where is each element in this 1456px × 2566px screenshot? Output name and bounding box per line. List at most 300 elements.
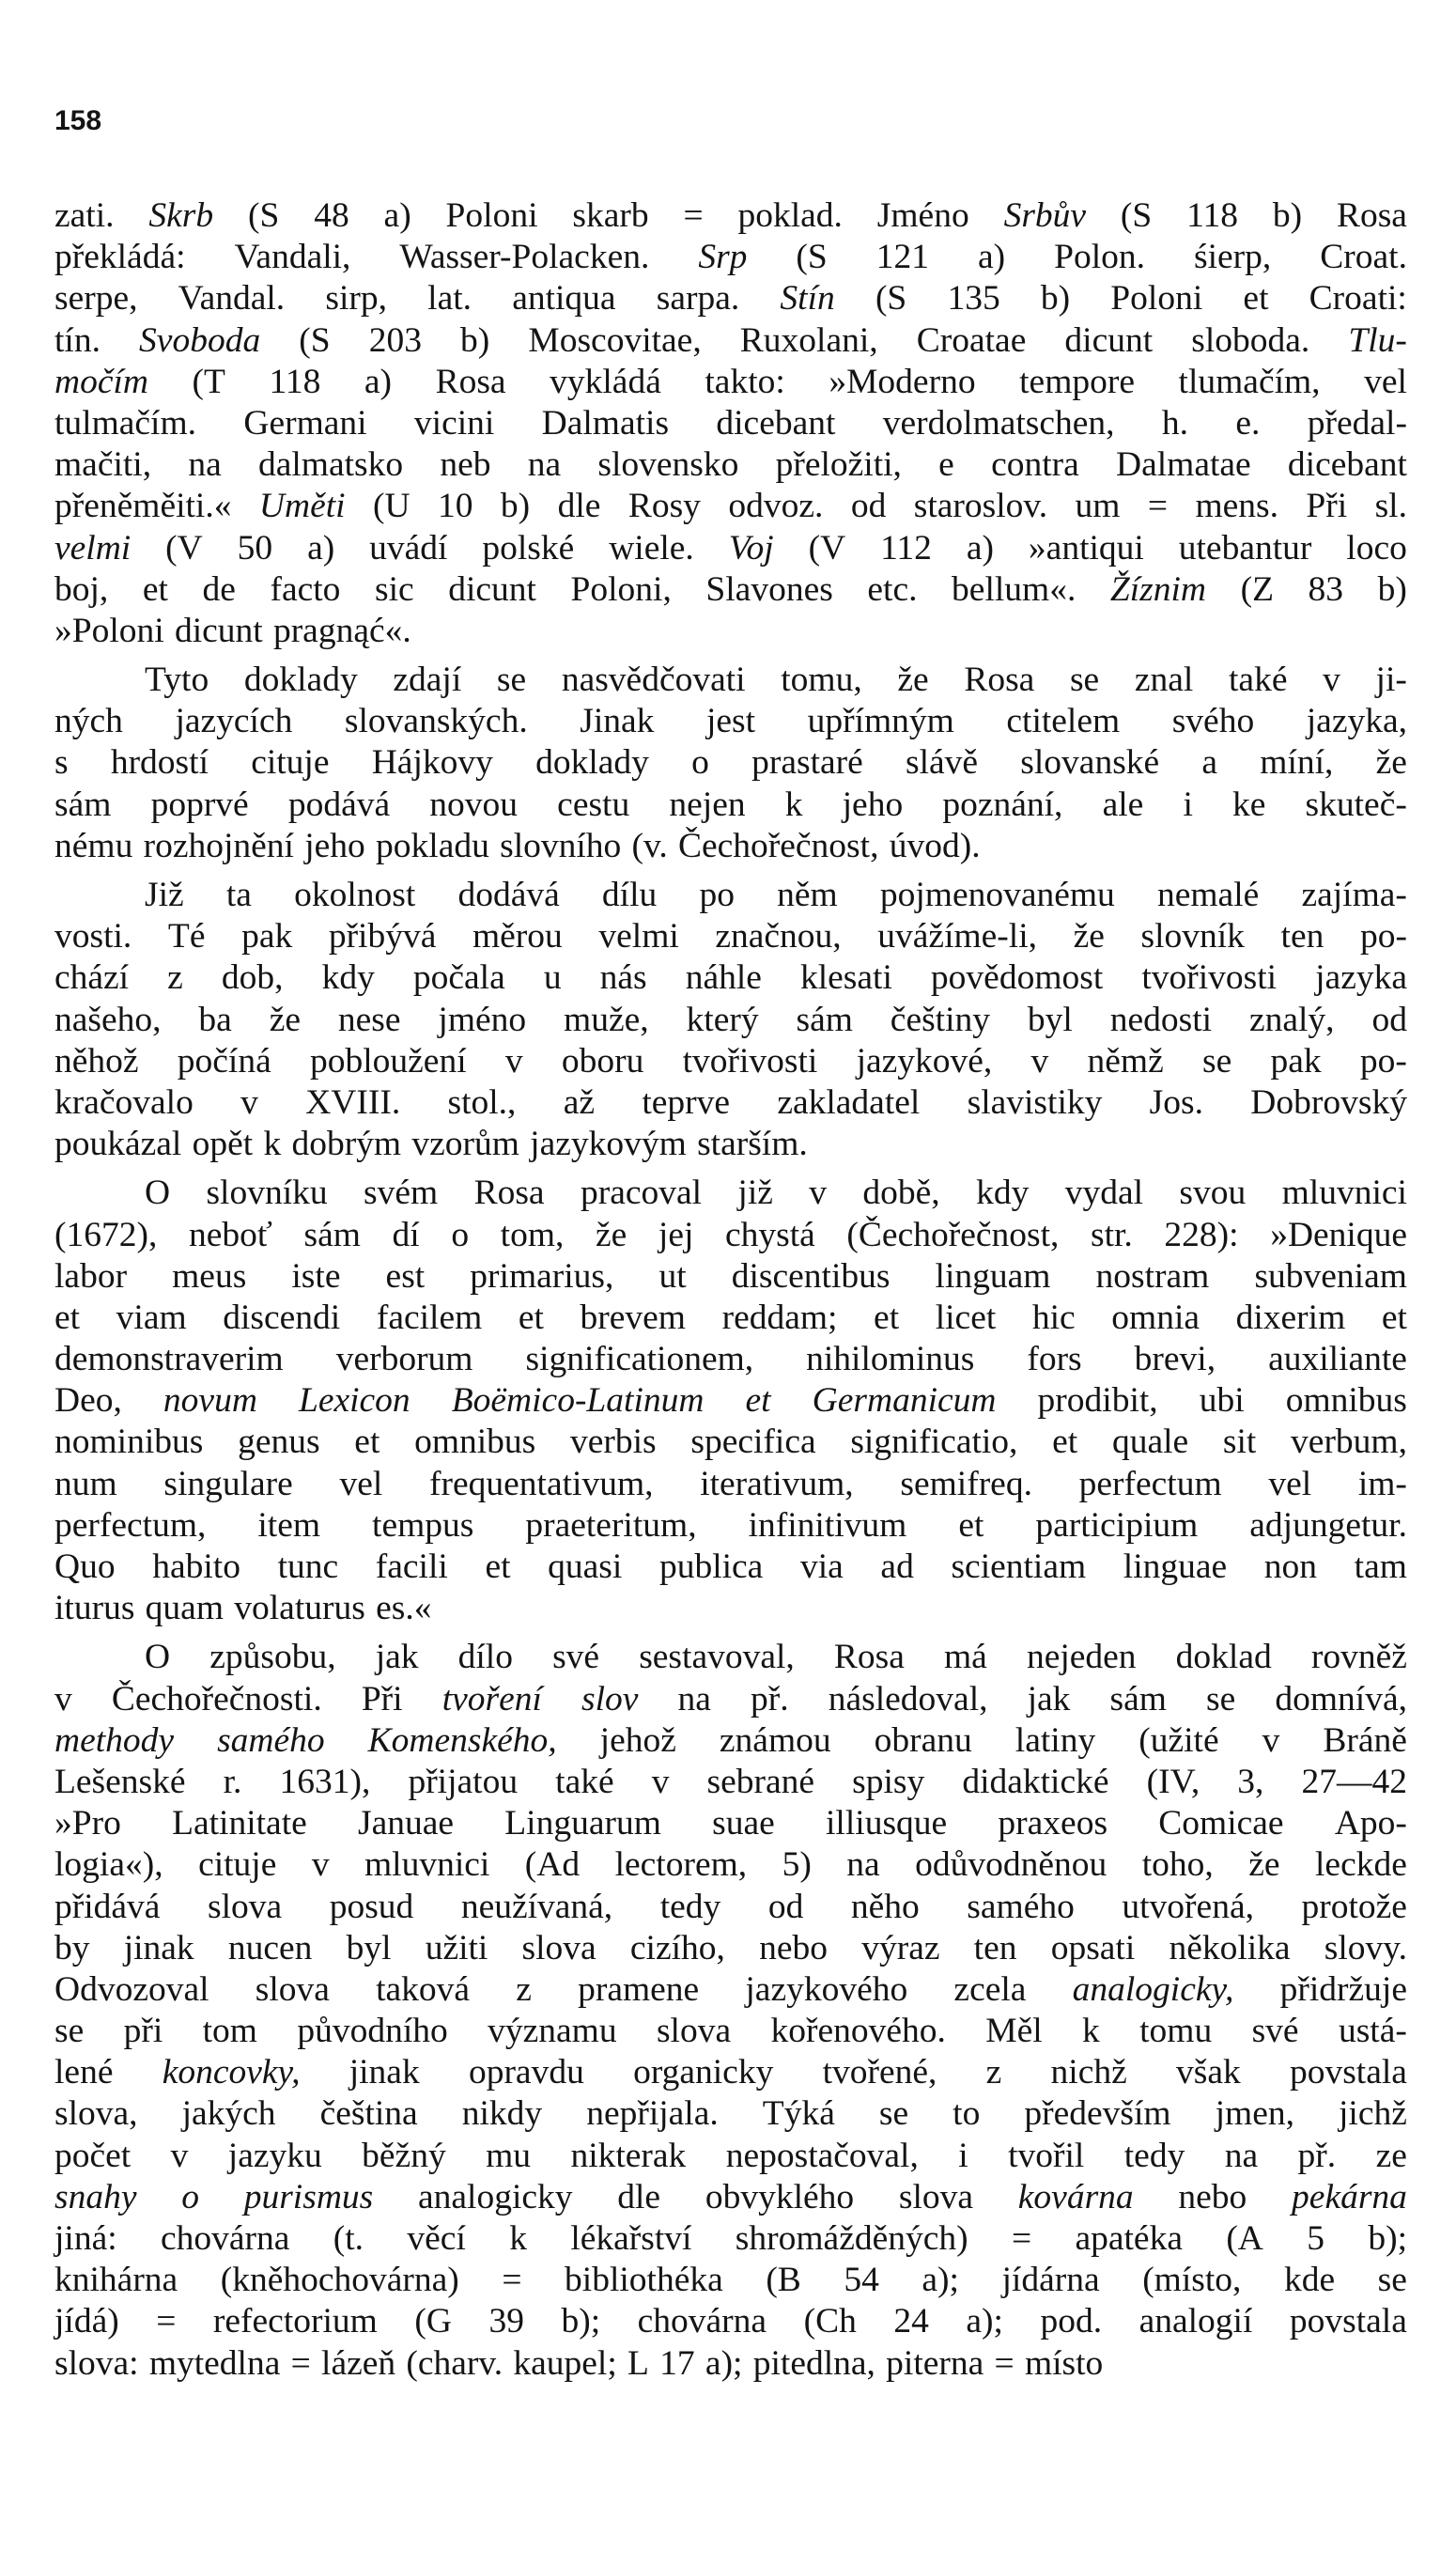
word: perfectum (1078, 1464, 1222, 1503)
word: Wasser-Polacken. (399, 238, 650, 277)
word: tempore (1019, 362, 1135, 401)
word: povědomost (930, 958, 1104, 998)
word: slovanské (1020, 743, 1160, 783)
word: slova (521, 1928, 596, 1967)
word: na (527, 445, 562, 485)
word: b) (460, 320, 490, 360)
word: licet (935, 1298, 997, 1337)
word: b) (500, 487, 531, 526)
word: mluvnici (364, 1845, 490, 1885)
word: Rosa (964, 661, 1035, 700)
word: Comicae (1158, 1804, 1284, 1843)
word: (V (808, 528, 846, 568)
word: novou (429, 785, 519, 824)
word: adjungetur. (1249, 1505, 1407, 1545)
word: od (1371, 1000, 1407, 1039)
word: significationem, (525, 1340, 754, 1379)
word: tam (1354, 1547, 1407, 1586)
word: boj, (54, 569, 109, 609)
italic-term: Voj (728, 528, 774, 568)
word: dalmatsko (257, 445, 404, 485)
text-line (54, 1720, 1407, 1762)
word: O (145, 1638, 171, 1677)
word: u (543, 958, 562, 998)
word: nikterak (570, 2136, 687, 2175)
word: nasvědčovati (561, 661, 746, 700)
word: ubi (1199, 1381, 1245, 1421)
word: dílu (601, 876, 658, 914)
word: piterna (886, 2343, 984, 2383)
word: 10 (437, 487, 473, 526)
word: znalý, (1248, 1000, 1335, 1039)
word: etc. (867, 569, 918, 609)
word: slovník (1140, 917, 1245, 956)
word: mačiti, (54, 445, 152, 485)
word: něhož (54, 1041, 139, 1081)
text-line (54, 611, 1407, 652)
word: 3, (1237, 1762, 1264, 1801)
word: tomu (1139, 2012, 1213, 2051)
word: opsati (1050, 1928, 1136, 1967)
word: tempus (372, 1505, 474, 1545)
word: doklad (1175, 1638, 1272, 1677)
italic-term: Stín (780, 279, 835, 319)
word: dí (392, 1215, 420, 1254)
word: překládá: (54, 238, 186, 277)
word: 39 (488, 2302, 524, 2341)
word: odůvodněnou (915, 1845, 1107, 1885)
word: své (552, 1638, 600, 1677)
word: teprve (642, 1082, 731, 1122)
word: tín. (54, 320, 101, 360)
text-line (54, 1505, 1407, 1547)
word: o (691, 743, 709, 783)
word: et (1243, 279, 1269, 319)
word: volaturus (234, 1589, 365, 1628)
text-line (54, 2177, 1407, 2218)
italic-term: snahy (54, 2177, 137, 2216)
word: 17 (659, 2343, 695, 2383)
word: se (1201, 1041, 1232, 1081)
word: dodává (457, 876, 560, 914)
word: mens. (1195, 487, 1278, 526)
word: následoval, (828, 1679, 988, 1718)
text-line (54, 1464, 1407, 1505)
word: 5 (1307, 2219, 1324, 2258)
word: počet (54, 2136, 132, 2175)
word: 24 (893, 2302, 929, 2341)
word: při (123, 2012, 163, 2051)
text-line (54, 1298, 1407, 1339)
text-line (54, 1844, 1407, 1886)
word: své (1251, 2012, 1299, 2051)
italic-term: purismus (243, 2177, 374, 2216)
word: sám (303, 1215, 361, 1254)
word: semifreq. (900, 1464, 1032, 1503)
word: se (1377, 2261, 1407, 2300)
word: Té (167, 917, 206, 956)
word: verbum, (1291, 1423, 1407, 1462)
text-line (54, 1969, 1407, 2011)
word: (S (1120, 196, 1153, 235)
word: který (686, 1000, 759, 1039)
word: skuteč- (1305, 785, 1407, 824)
word: infinitivum (748, 1505, 907, 1545)
word: to (953, 2094, 981, 2134)
word: neužívaná, (460, 1887, 613, 1926)
word: (A (1226, 2219, 1263, 2258)
word: jiná: (54, 2219, 117, 2258)
text-line (54, 403, 1407, 444)
word: es.« (376, 1589, 432, 1628)
word: utvořená, (1122, 1887, 1254, 1926)
word: 118 (269, 362, 321, 401)
word: se (54, 2012, 85, 2051)
text-line (54, 278, 1407, 319)
word: 27—42 (1301, 1762, 1407, 1801)
word: jídárna (1001, 2261, 1100, 2300)
word: et (958, 1505, 984, 1545)
word: nás (599, 958, 647, 998)
word: užiti (425, 1928, 488, 1967)
word: non (1263, 1547, 1318, 1586)
word: Ruxolani, (739, 320, 878, 360)
word: a) (364, 362, 393, 401)
word: 118 (1186, 196, 1238, 235)
word: (S (875, 279, 907, 319)
word: spisy (852, 1762, 925, 1801)
word: Jos. (1149, 1082, 1203, 1122)
word: dicunt (174, 611, 263, 650)
word: kde (1283, 2261, 1336, 2300)
text-line (54, 2218, 1407, 2260)
word: ba (198, 1000, 232, 1039)
italic-term: Lexicon (298, 1381, 410, 1421)
word: Poloni (445, 196, 538, 235)
word: brevem (580, 1298, 686, 1337)
word: nému (54, 826, 133, 865)
word: opravdu (468, 2053, 584, 2092)
word: slovníku (206, 1174, 328, 1213)
word: singulare (163, 1464, 293, 1503)
word: subveniam (1254, 1256, 1407, 1296)
word: sebrané (706, 1762, 815, 1801)
word: et (54, 1298, 81, 1337)
word: v (54, 1679, 72, 1718)
word: linguam (935, 1256, 1051, 1296)
text-line (54, 1679, 1407, 1720)
word: (U (372, 487, 410, 526)
word: et (1052, 1423, 1078, 1462)
italic-term: tvoření (441, 1679, 542, 1718)
word: opět (192, 1125, 254, 1164)
text-line (54, 2093, 1407, 2135)
word: et (485, 1547, 511, 1586)
word: jakých (181, 2094, 276, 2134)
word: němž (1087, 1041, 1164, 1081)
word: 203 (368, 320, 422, 360)
word: perfectum, (54, 1505, 207, 1545)
word: výraz (861, 1928, 940, 1967)
word: na (677, 1679, 711, 1718)
word: češtiny (890, 1000, 991, 1039)
word: dicunt (1064, 320, 1154, 360)
word: facili (375, 1547, 448, 1586)
word: na (1224, 2136, 1259, 2175)
word: 83 (1308, 569, 1344, 609)
word: 112 (880, 528, 932, 568)
word: jídá) (54, 2302, 119, 2341)
word: jichž (1339, 2094, 1407, 2134)
text-line (54, 1082, 1407, 1124)
body-text (54, 195, 1407, 2385)
word: shromážděných) (735, 2219, 968, 2258)
italic-term: slov (581, 1679, 639, 1718)
word: Dalmatae (1116, 445, 1251, 485)
word: nikdy (461, 2094, 543, 2134)
word: Čechořečnosti. (111, 1679, 322, 1718)
text-line (54, 2260, 1407, 2301)
word: znal (1134, 661, 1194, 700)
word: a) (307, 528, 335, 568)
text-line (54, 2301, 1407, 2342)
italic-term: koncovky, (162, 2053, 301, 2092)
text-line (54, 701, 1407, 742)
word: rozhojnění (143, 826, 294, 865)
word: cituje (198, 1845, 277, 1885)
word: lázeň (321, 2343, 396, 2383)
word: klesati (799, 958, 892, 998)
word: est (385, 1256, 426, 1296)
word: od (850, 487, 887, 526)
word: pod. (1040, 2302, 1103, 2341)
word: hic (1031, 1298, 1076, 1337)
word: ten (1280, 917, 1324, 956)
paragraph (54, 875, 1407, 1165)
word: Moscovitae, (528, 320, 702, 360)
word: muže, (564, 1000, 649, 1039)
word: přibývá (328, 917, 437, 956)
text-line (54, 1000, 1407, 1041)
word: se (1206, 1679, 1236, 1718)
word: labor (54, 1256, 128, 1296)
word: povstala (1289, 2302, 1407, 2341)
word: jest (705, 702, 756, 741)
word: 135 (947, 279, 1000, 319)
word: latiny (1015, 1720, 1096, 1760)
word: primarius, (470, 1256, 614, 1296)
word: b) (1272, 196, 1303, 235)
word: v (170, 2136, 189, 2175)
word: běžný (362, 2136, 446, 2175)
italic-term: analogicky, (1072, 1969, 1234, 2009)
italic-term: kovárna (1017, 2177, 1134, 2216)
word: bellum«. (952, 569, 1077, 609)
text-line (54, 916, 1407, 957)
word: suae (712, 1804, 775, 1843)
word: dicebant (716, 403, 836, 443)
word: et (874, 1298, 900, 1337)
word: Čechořečnost, (677, 826, 879, 865)
word: verdolmatschen, (882, 403, 1115, 443)
word: Linguarum (504, 1804, 661, 1843)
word: sic (374, 569, 414, 609)
word: obvyklého (705, 2177, 855, 2216)
word: domnívá, (1275, 1679, 1407, 1718)
word: (kněhochovárna) (220, 2261, 459, 2300)
word: dobrým (291, 1125, 402, 1164)
word: (S (247, 196, 280, 235)
word: a); (922, 2261, 959, 2300)
word: tomu, (781, 661, 862, 700)
italic-term: Srbův (1003, 196, 1087, 235)
word: pojmenovanému (879, 876, 1115, 914)
word: im- (1357, 1464, 1407, 1503)
word: lat. (427, 279, 472, 319)
word: okolnost (294, 876, 416, 914)
word: analogií (1138, 2302, 1253, 2341)
word: úvod). (889, 826, 981, 865)
paragraph-gap (54, 1165, 1407, 1173)
text-line (54, 195, 1407, 237)
word: ných (54, 702, 123, 741)
text-line (54, 444, 1407, 486)
word: (S (796, 238, 828, 277)
word: iturus (54, 1589, 135, 1628)
word: slova (207, 1887, 283, 1926)
italic-term: Germanicum (812, 1381, 997, 1421)
word: nebo (759, 1928, 829, 1967)
word: dixerim (1235, 1298, 1346, 1337)
word: (V (165, 528, 203, 568)
word: zajíma- (1301, 876, 1407, 914)
word: starším. (697, 1125, 808, 1164)
word: stol., (447, 1082, 517, 1122)
word: kaupel; (513, 2343, 617, 2383)
word: pobloužení (309, 1041, 467, 1081)
word: a); (705, 2343, 743, 2383)
word: XVIII. (305, 1082, 401, 1122)
word: tlumačím, (1178, 362, 1321, 401)
word: sám (796, 1000, 853, 1039)
word: jazyku (227, 2136, 322, 2175)
text-line (54, 785, 1407, 826)
word: byl (346, 1928, 392, 1967)
text-line (54, 1173, 1407, 1214)
word: slova (255, 1969, 330, 2009)
word: že (1375, 743, 1407, 783)
word: fors (1027, 1340, 1082, 1379)
word: 228): (1164, 1215, 1239, 1254)
word: Rosa (473, 1174, 545, 1213)
word: nichž (1050, 2053, 1127, 2092)
word: poklad. (737, 196, 843, 235)
word: sirp, (325, 279, 387, 319)
word: nihilominus (806, 1340, 975, 1379)
word: svého (1171, 702, 1255, 741)
word: ten (973, 1928, 1017, 1967)
word: O (145, 1174, 171, 1213)
word: mu (486, 2136, 532, 2175)
word: se (496, 661, 527, 700)
word: neb (440, 445, 491, 485)
text-line (54, 957, 1407, 999)
word: prastaré (751, 743, 863, 783)
word: našeho, (54, 1000, 162, 1039)
text-line (54, 486, 1407, 527)
word: jazykového (745, 1969, 908, 2009)
word: něho (850, 1887, 920, 1926)
paragraph-gap (54, 652, 1407, 660)
word: b) (1040, 279, 1071, 319)
word: uvážíme-li, (877, 917, 1038, 956)
word: byl (1027, 1000, 1073, 1039)
italic-term: o (181, 2177, 199, 2216)
word: jak (375, 1638, 419, 1677)
word: po (699, 876, 735, 914)
word: toho, (1141, 1845, 1214, 1885)
word: ke (1232, 785, 1266, 824)
word: organicky (633, 2053, 774, 2092)
word: zati. (54, 196, 115, 235)
word: Jméno (876, 196, 969, 235)
word: = (683, 196, 704, 235)
word: discentibus (731, 1256, 891, 1296)
word: slova (898, 2177, 974, 2216)
word: jazyka (1315, 958, 1407, 998)
word: nejeden (1026, 1638, 1137, 1677)
word: (v. (631, 826, 668, 865)
word: Germani (243, 403, 367, 443)
text-line (54, 1547, 1407, 1588)
word: omnibus (414, 1423, 536, 1462)
word: již (737, 1174, 773, 1213)
word: od (767, 1887, 804, 1926)
word: b); (1368, 2219, 1407, 2258)
word: nominibus (54, 1423, 204, 1462)
word: vykládá (550, 362, 661, 401)
word: »Pro (54, 1804, 121, 1843)
word: h. (1161, 403, 1189, 443)
word: doklady (535, 743, 649, 783)
word: svém (364, 1174, 439, 1213)
word: a) (383, 196, 411, 235)
word: k (263, 1125, 282, 1164)
word: 54 (844, 2261, 879, 2300)
word: v (651, 1762, 670, 1801)
word: tvořivosti (1141, 958, 1278, 998)
word: omnibus (1285, 1381, 1407, 1421)
word: bibliothéka (565, 2261, 723, 2300)
word: v (504, 1041, 523, 1081)
text-line (54, 660, 1407, 701)
word: se (1069, 661, 1100, 700)
word: tedy (1123, 2136, 1185, 2175)
word: habito (152, 1547, 240, 1586)
word: také (555, 1762, 614, 1801)
word: Apo- (1334, 1804, 1407, 1843)
word: pracoval (580, 1174, 703, 1213)
word: slovy. (1324, 1928, 1407, 1967)
word: didaktické (962, 1762, 1109, 1801)
word: s (54, 743, 69, 783)
word: Dobrovský (1250, 1082, 1407, 1122)
word: specifica (690, 1423, 816, 1462)
word: podává (287, 785, 391, 824)
word: době, (862, 1174, 940, 1213)
word: Při (1306, 487, 1348, 526)
word: a); (966, 2302, 1003, 2341)
